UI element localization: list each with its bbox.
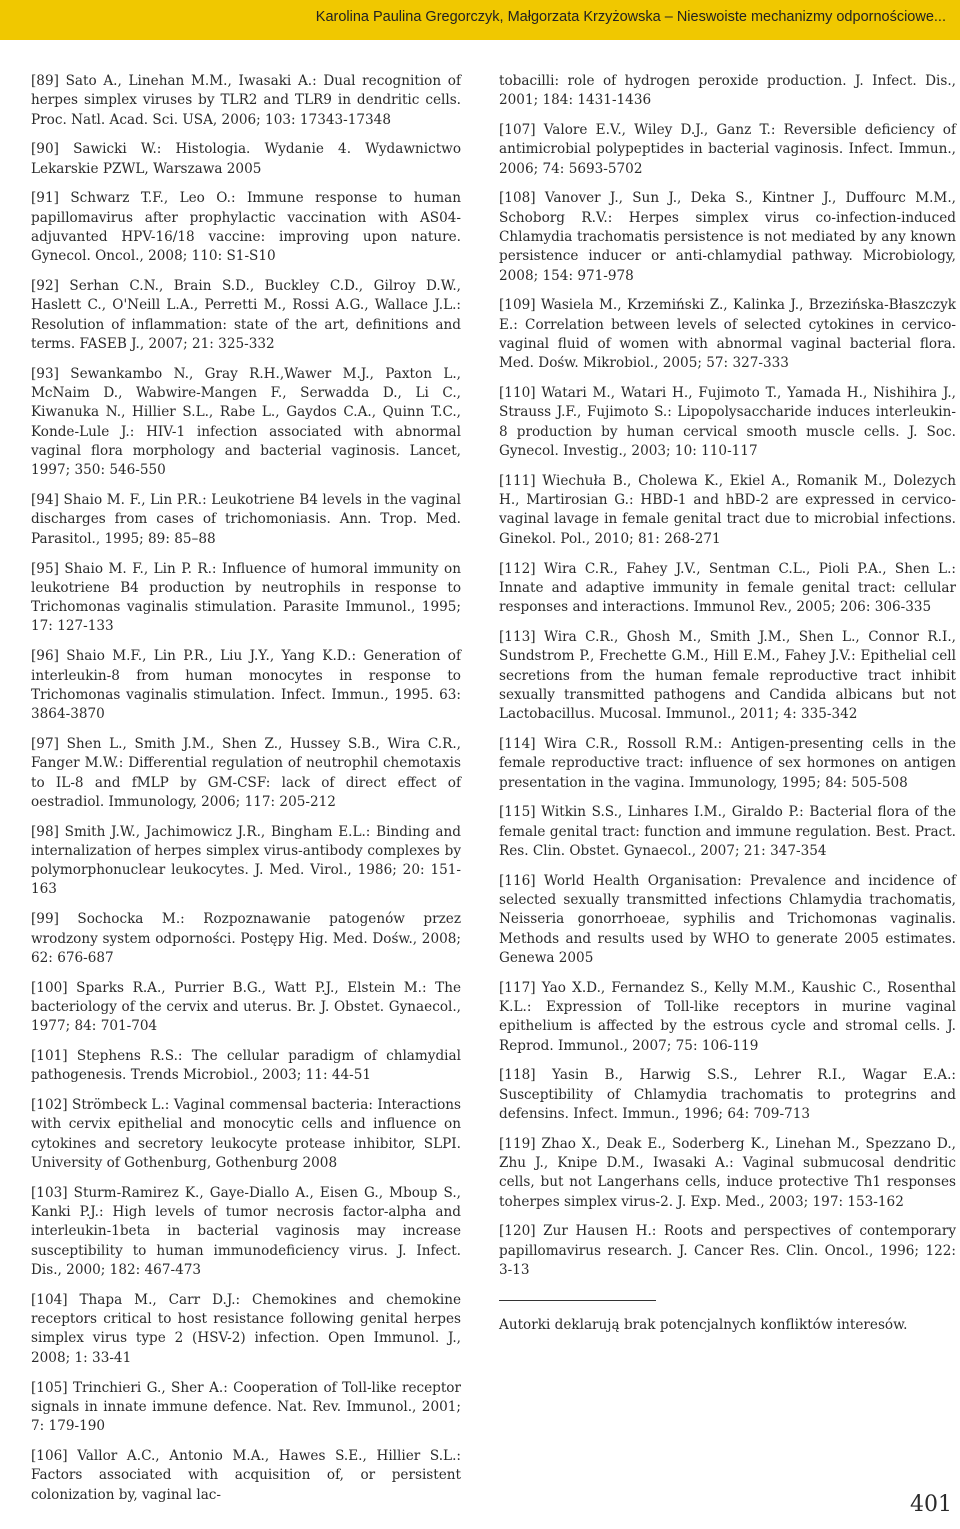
reference-item: [117] Yao X.D., Fernandez S., Kelly M.M., Kaushic C., Rosenthal K.L.: Expression of Toll-like receptors in murine vaginal epithelium is affected by the estrous cycle and stromal cells. J. Reprod. Immunol., 2007; 75: 106-119 <box>499 979 956 1054</box>
reference-item: [112] Wira C.R., Fahey J.V., Sentman C.L., Pioli P.A., Shen L.: Innate and adaptive immunity in female genital tract: cellular responses and interactions. Immunol Rev., 2005; 206: 306-335 <box>499 560 956 616</box>
reference-item: [119] Zhao X., Deak E., Soderberg K., Linehan M., Spezzano D., Zhu J., Knipe D.M., Iwasaki A.: Vaginal submucosal dendritic cells, but not Langerhans cells, induce protective Th1 responses toherpes simplex virus-2. J. Exp. Med., 2003; 197: 153-162 <box>499 1135 956 1210</box>
reference-item: [110] Watari M., Watari H., Fujimoto T., Yamada H., Nishihira J., Strauss J.F., Fujimoto S.: Lipopolysaccharide induces interleukin-8 production by human cervical smooth muscle cells. J. Soc. Gynecol. Investig., 2003; 10: 110-117 <box>499 385 956 460</box>
reference-item: [103] Sturm-Ramirez K., Gaye-Diallo A., Eisen G., Mboup S., Kanki P.J.: High levels of tumor necrosis factor-alpha and interleukin-1beta in bacterial vaginosis may increase susceptibility to human immunodeficiency virus. J. Infect. Dis., 2000; 182: 467-473 <box>31 1184 461 1279</box>
reference-item: [89] Sato A., Linehan M.M., Iwasaki A.: Dual recognition of herpes simplex viruses by TLR2 and TLR9 in dendritic cells. Proc. Natl. Acad. Sci. USA, 2006; 103: 17343-17348 <box>31 73 461 128</box>
reference-item: [114] Wira C.R., Rossoll R.M.: Antigen-presenting cells in the female reproductive tract: influence of sex hormones on antigen presentation in the vagina. Immunology, 1995; 84: 505-508 <box>499 735 956 791</box>
reference-item: [120] Zur Hausen H.: Roots and perspectives of contemporary papillomavirus research. J. Cancer Res. Clin. Oncol., 1996; 122: 3-13 <box>499 1223 956 1279</box>
reference-item: [100] Sparks R.A., Purrier B.G., Watt P.J., Elstein M.: The bacteriology of the cervix and uterus. Br. J. Obstet. Gynaecol., 1977; 84: 701-704 <box>31 979 461 1035</box>
running-header <box>0 0 960 40</box>
running-title: Karolina Paulina Gregorczyk, Małgorzata Krzyżowska – Nieswoiste mechanizmy odpornościowe... <box>315 9 946 25</box>
reference-item: [115] Witkin S.S., Linhares I.M., Giraldo P.: Bacterial flora of the female genital tract: function and immune regulation. Best. Pract. Res. Clin. Obstet. Gynaecol., 2007; 21: 347-354 <box>499 804 956 859</box>
reference-item: [90] Sawicki W.: Histologia. Wydanie 4. Wydawnictwo Lekarskie PZWL, Warszawa 2005 <box>31 141 461 177</box>
reference-item: [95] Shaio M. F., Lin P. R.: Influence of humoral immunity on leukotriene B4 production by neutrophils in response to Trichomonas vaginalis stimulation. Parasite Immunol., 1995; 17: 127-133 <box>31 560 461 635</box>
reference-item: [107] Valore E.V., Wiley D.J., Ganz T.: Reversible deficiency of antimicrobial polypeptides in bacterial vaginosis. Infect. Immun., 2006; 74: 5693-5702 <box>499 122 956 177</box>
reference-item: [105] Trinchieri G., Sher A.: Cooperation of Toll-like receptor signals in innate immune defence. Nat. Rev. Immunol., 2001; 7: 179-190 <box>31 1379 461 1435</box>
reference-item: [104] Thapa M., Carr D.J.: Chemokines and chemokine receptors critical to host resistance following genital herpes simplex virus type 2 (HSV-2) infection. Open Immunol. J., 2008; 1: 33-41 <box>31 1291 461 1366</box>
reference-continuation: tobacilli: role of hydrogen peroxide production. J. Infect. Dis., 2001; 184: 1431-1436 <box>499 73 956 109</box>
reference-item: [116] World Health Organisation: Prevalence and incidence of selected sexually transmitted infections Chlamydia trachomatis, Neisseria gonorrhoeae, syphilis and Trichomonas vaginalis. Methods and results used by WHO to generate 2005 estimates. Genewa 2005 <box>499 872 956 966</box>
left-column <box>31 72 461 1515</box>
footnote-divider <box>499 1300 656 1301</box>
reference-item: [96] Shaio M.F., Lin P.R., Liu J.Y., Yang K.D.: Generation of interleukin-8 from human monocytes in response to Trichomonas vaginalis stimulation. Infect. Immun., 1995. 63: 3864-3870 <box>31 648 461 723</box>
reference-item: [98] Smith J.W., Jachimowicz J.R., Bingham E.L.: Binding and internalization of herpes simplex virus-antibody complexes by polymorphonuclear leukocytes. J. Med. Virol., 1986; 20: 151-163 <box>31 823 461 898</box>
reference-item: [108] Vanover J., Sun J., Deka S., Kintner J., Duffourc M.M., Schoborg R.V.: Herpes simplex virus co-infection-induced Chlamydia trachomatis persistence is not mediated by any known persistence inducer or anti-chlamydial pathway. Microbiology, 2008; 154: 971-978 <box>499 190 956 284</box>
reference-item: [93] Sewankambo N., Gray R.H.,Wawer M.J., Paxton L., McNaim D., Wabwire-Mangen F., Serwadda D., Li C., Kiwanuka N., Hillier S.L., Rabe L., Gaydos C.A., Quinn T.C., Konde-Lule J.: HIV-1 infection associated with abnormal vaginal flora morphology and bacterial vaginosis. Lancet, 1997; 350: 546-550 <box>31 365 461 479</box>
reference-item: [113] Wira C.R., Ghosh M., Smith J.M., Shen L., Connor R.I., Sundstrom P., Frechette G.M., Hill E.M., Fahey J.V.: Epithelial cell secretions from the human female reproductive tract inhibit sexually transmitted pathogens and Candida albicans but not Lactobacillus. Mucosal. Immunol., 2011; 4: 335-342 <box>499 628 956 723</box>
reference-item: [101] Stephens R.S.: The cellular paradigm of chlamydial pathogenesis. Trends Microbiol., 2003; 11: 44-51 <box>31 1048 461 1084</box>
reference-item: [97] Shen L., Smith J.M., Shen Z., Hussey S.B., Wira C.R., Fanger M.W.: Differential regulation of neutrophil chemotaxis to IL-8 and fMLP by GM-CSF: lack of direct effect of oestradiol. Immunology, 2006; 117: 205-212 <box>31 735 461 810</box>
right-column <box>499 72 956 1349</box>
reference-item: [94] Shaio M. F., Lin P.R.: Leukotriene B4 levels in the vaginal discharges from cases of trichomoniasis. Ann. Trop. Med. Parasitol., 1995; 89: 85–88 <box>31 492 461 547</box>
reference-item: [99] Sochocka M.: Rozpoznawanie patogenów przez wrodzony system odporności. Postępy Hig. Med. Dośw., 2008; 62: 676-687 <box>31 911 461 966</box>
page-number: 401 <box>910 1492 952 1517</box>
reference-item: [91] Schwarz T.F., Leo O.: Immune response to human papillomavirus after prophylactic vaccination with AS04-adjuvanted HPV-16/18 vaccine: improving upon nature. Gynecol. Oncol., 2008; 110: S1-S10 <box>31 190 461 265</box>
reference-item: [111] Wiechuła B., Cholewa K., Ekiel A., Romanik M., Dolezych H., Martirosian G.: HBD-1 and hBD-2 are expressed in cervico-vaginal lavage in female genital tract due to microbial infections. Ginekol. Pol., 2010; 81: 268-271 <box>499 472 956 547</box>
reference-item: [118] Yasin B., Harwig S.S., Lehrer R.I., Wagar E.A.: Susceptibility of Chlamydia trachomatis to protegrins and defensins. Infect. Immun., 1996; 64: 709-713 <box>499 1067 956 1122</box>
conflict-of-interest-note: Autorki deklarują brak potencjalnych konfliktów interesów. <box>499 1317 908 1334</box>
reference-item: [109] Wasiela M., Krzemiński Z., Kalinka J., Brzezińska-Błaszczyk E.: Correlation between levels of selected cytokines in cervico-vaginal fluid of women with abnormal vaginal bacterial flora. Med. Dośw. Mikrobiol., 2005; 57: 327-333 <box>499 297 956 372</box>
reference-item: [102] Strömbeck L.: Vaginal commensal bacteria: Interactions with cervix epithelial and monocytic cells and influence on cytokines and secretory leukocyte protease inhibitor, SLPI. University of Gothenburg, Gothenburg 2008 <box>31 1097 461 1172</box>
reference-item: [92] Serhan C.N., Brain S.D., Buckley C.D., Gilroy D.W., Haslett C., O'Neill L.A., Perretti M., Rossi A.G., Wallace J.L.: Resolution of inflammation: state of the art, definitions and terms. FASEB J., 2007; 21: 325-332 <box>31 278 461 353</box>
reference-item: [106] Vallor A.C., Antonio M.A., Hawes S.E., Hillier S.L.: Factors associated with acquisition of, or persistent colonization by, vaginal lac- <box>31 1447 461 1503</box>
